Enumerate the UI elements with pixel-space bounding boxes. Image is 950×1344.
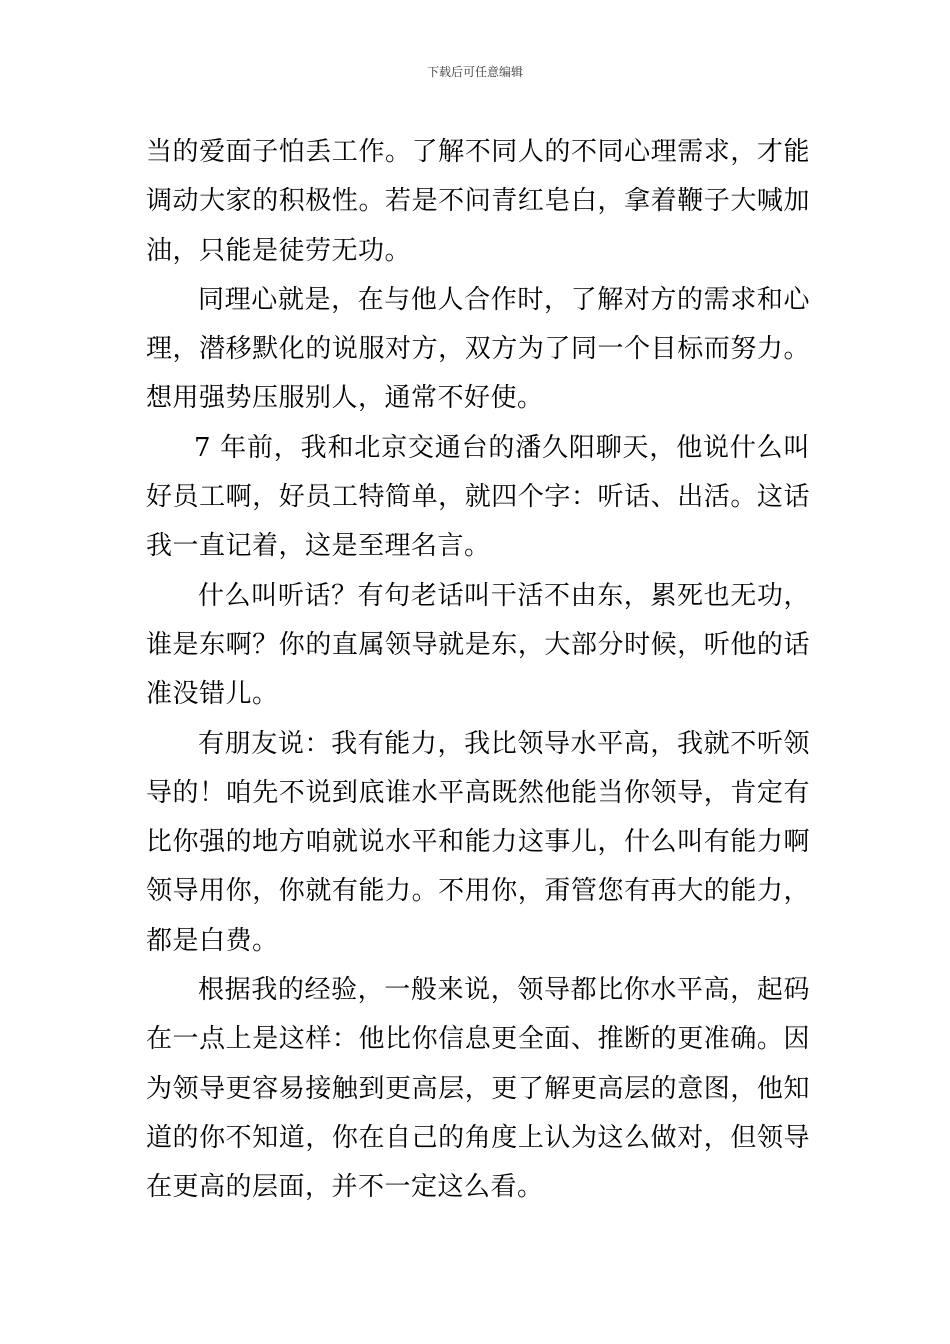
paragraph-6: 根据我的经验，一般来说，领导都比你水平高，起码在一点上是这样：他比你信息更全面、推断的更准确。因为领导更容易接触到更高层，更了解更高层的意图，他知道的你不知道，你在自己的角度上认为这么做对，但领导在更高的层面，并不一定这么看。 — [146, 975, 810, 1203]
page-header: 下载后可任意编辑 — [426, 65, 523, 79]
paragraph-5: 有朋友说：我有能力，我比领导水平高，我就不听领导的！咱先不说到底谁水平高既然他能当你领导，肯定有比你强的地方咱就说水平和能力这事儿，什么叫有能力啊领导用你，你就有能力。不用你，甭管您有再大的能力，都是白费。 — [146, 728, 810, 956]
paragraph-1: 当的爱面子怕丢工作。了解不同人的不同心理需求，才能调动大家的积极性。若是不问青红皂白，拿着鞭子大喊加油，只能是徒劳无功。 — [146, 137, 810, 266]
paragraph-2: 同理心就是，在与他人合作时，了解对方的需求和心理，潜移默化的说服对方，双方为了同一个目标而努力。想用强势压服别人，通常不好使。 — [146, 284, 810, 414]
document-body — [146, 128, 810, 1213]
paragraph-3: 7 年前，我和北京交通台的潘久阳聊天，他说什么叫好员工啊，好员工特简单，就四个字：听话、出活。这话我一直记着，这是至理名言。 — [146, 432, 810, 562]
paragraph-4: 什么叫听话？有句老话叫干活不由东，累死也无功，谁是东啊？你的直属领导就是东，大部分时候，听他的话准没错儿。 — [146, 580, 810, 710]
